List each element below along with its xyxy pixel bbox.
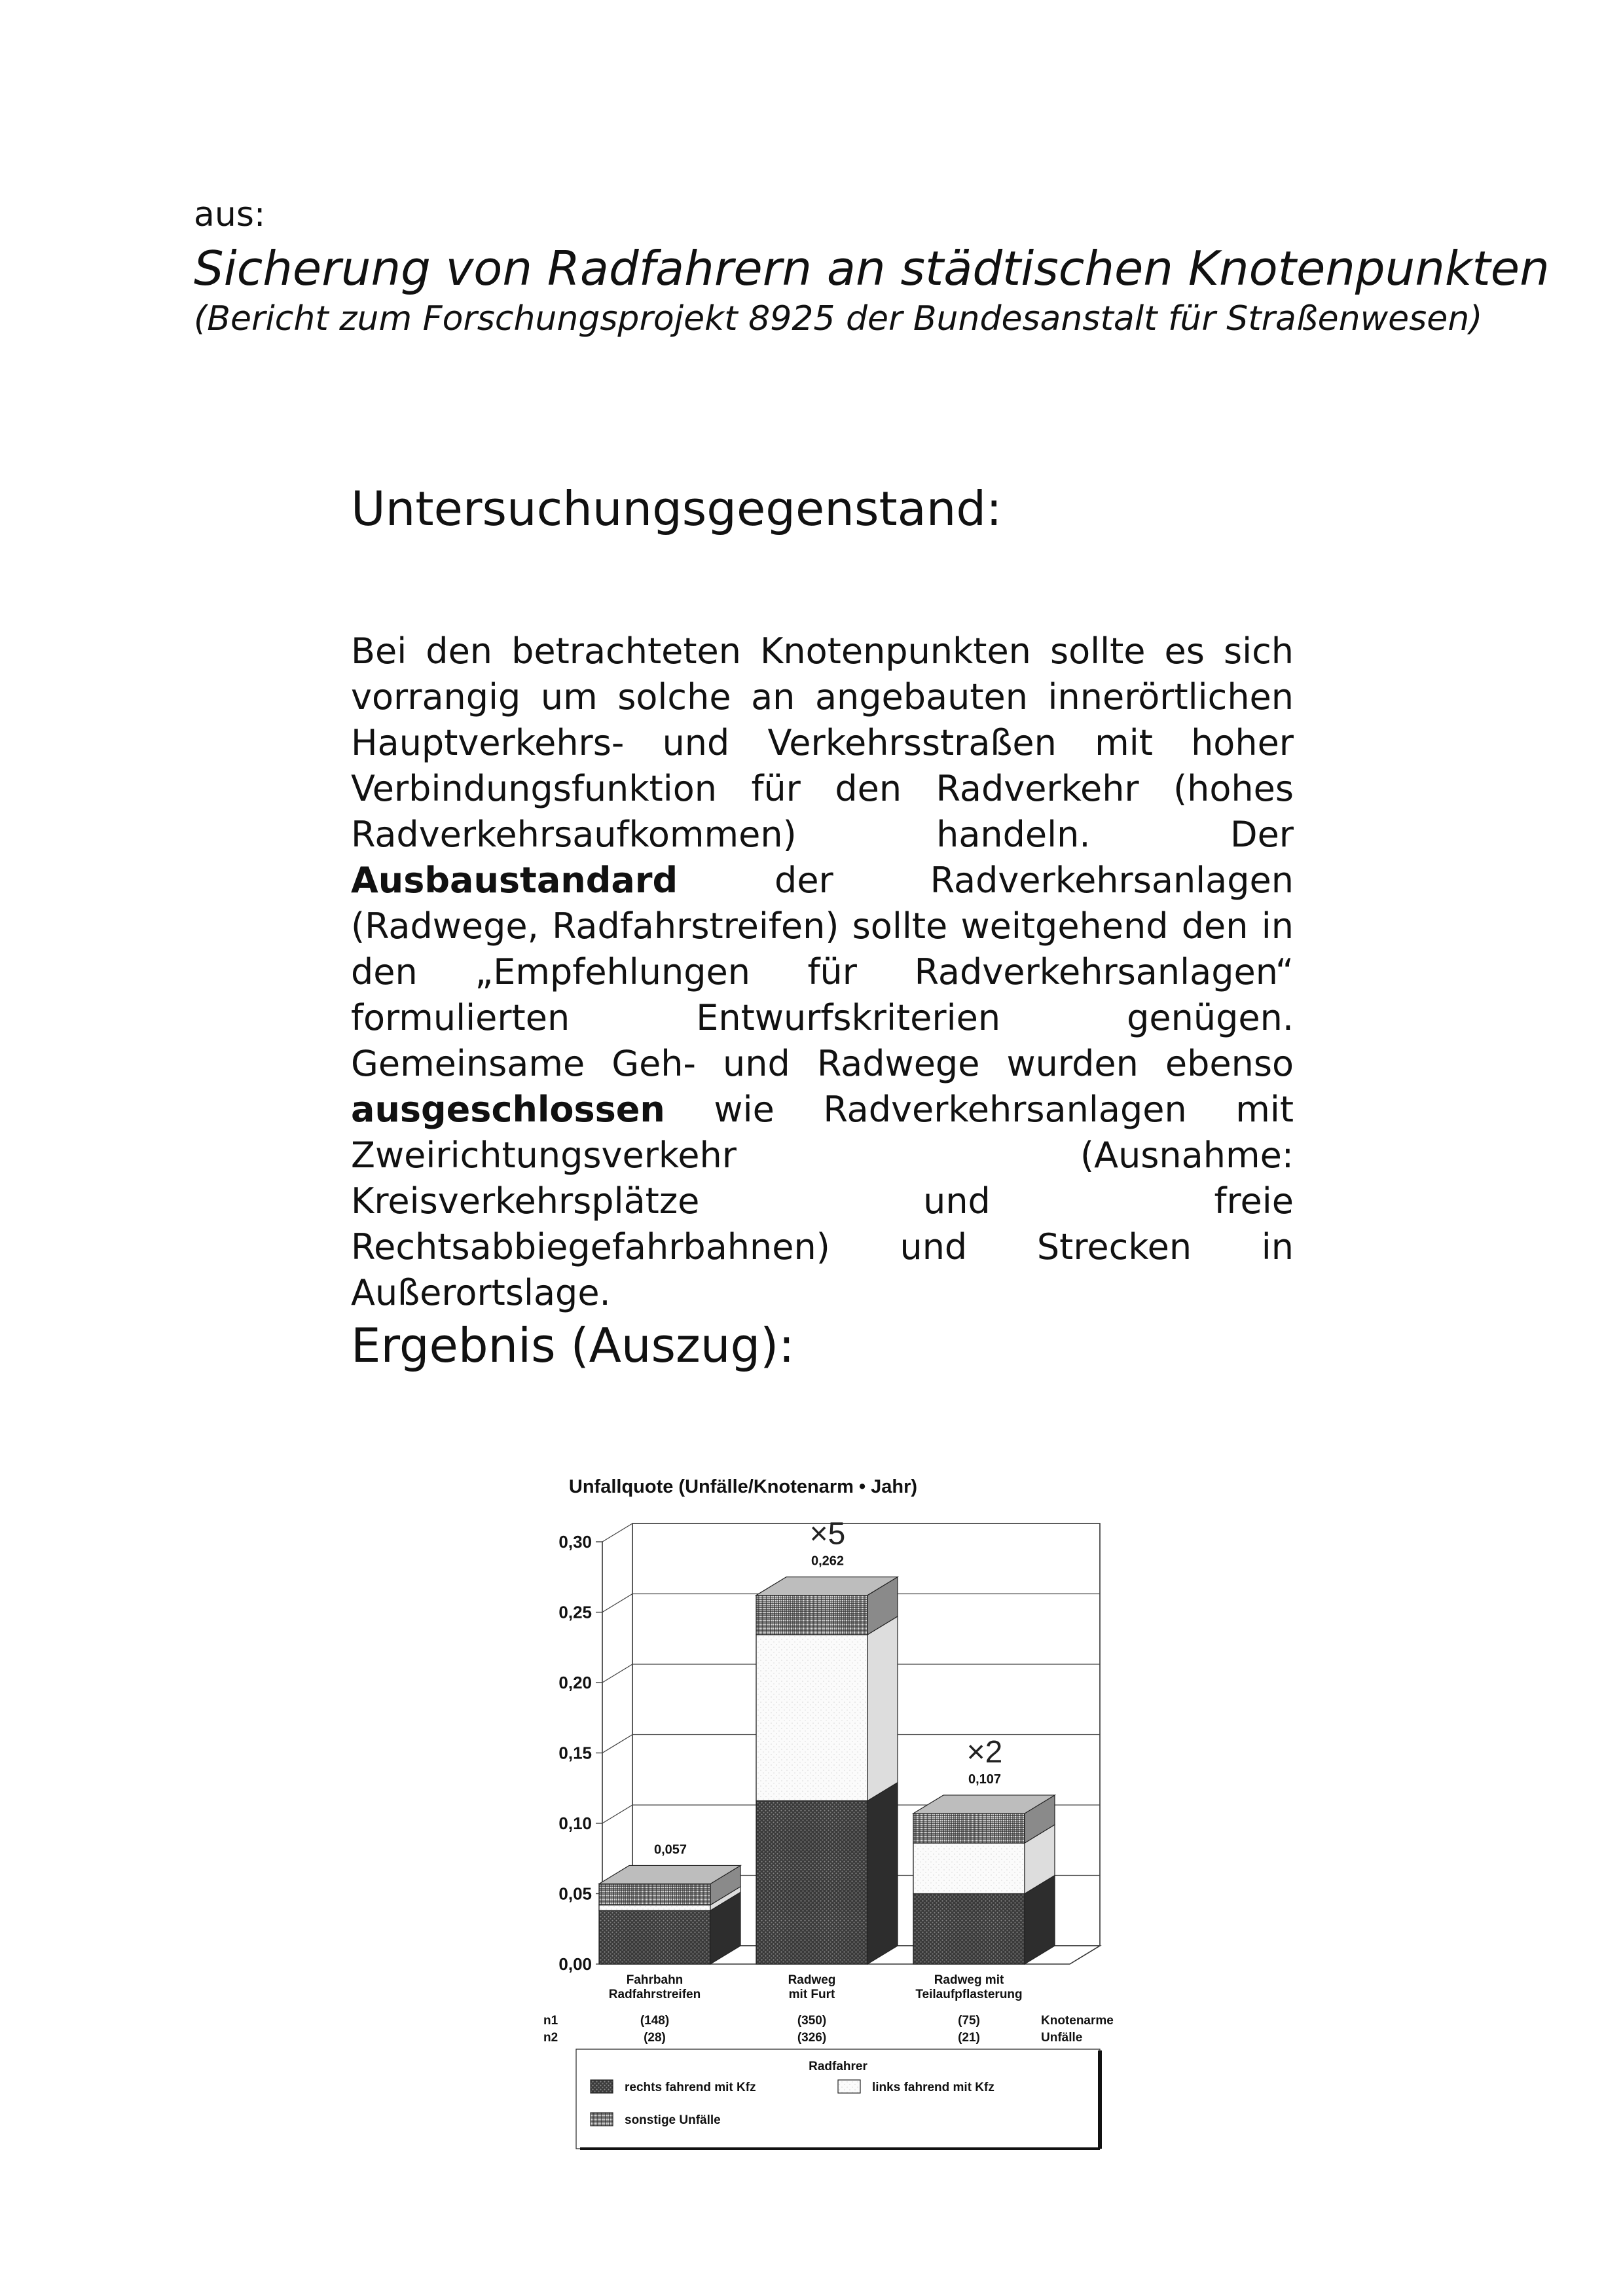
n-value: (75) xyxy=(958,2014,980,2028)
emphasis-ausbaustandard: Ausbaustandard xyxy=(351,860,678,901)
bar-segment xyxy=(599,1910,710,1964)
n-value: (28) xyxy=(644,2031,666,2045)
legend-entry-label: links fahrend mit Kfz xyxy=(872,2081,994,2094)
n-value: (148) xyxy=(640,2014,670,2028)
y-tick-label: 0,00 xyxy=(558,1954,592,1974)
bar-total-label: 0,262 xyxy=(811,1554,845,1569)
gridline-diagonal xyxy=(602,1523,632,1542)
category-label: Teilaufpflasterung xyxy=(915,1988,1023,2001)
n-row-description: Unfälle xyxy=(1041,2031,1083,2045)
y-tick-label: 0,25 xyxy=(558,1602,592,1622)
source-subtitle: (Bericht zum Forschungsprojekt 8925 der Bundesanstalt für Straßenwesen) xyxy=(194,299,1483,338)
bar-factor-annotation: ×2 xyxy=(966,1734,1003,1770)
paragraph-part-1: Bei den betrachteten Knotenpunkten sollte es sich vorrangig um solche an angebauten innerörtlichen Hauptverkehrs- und Verkehrsstraßen mit hoher Verbindungsfunktion für den Radverkehr (hohes Radverkehrsaufkommen) handeln. Der xyxy=(351,630,1294,855)
category-label: Fahrbahn xyxy=(626,1973,684,1987)
bar-segment xyxy=(756,1635,867,1801)
category-label: Radfahrstreifen xyxy=(608,1988,701,2001)
category-label: Radweg xyxy=(788,1973,836,1987)
legend-entry-label: rechts fahrend mit Kfz xyxy=(625,2081,756,2094)
n-value: (326) xyxy=(797,2031,827,2045)
section-heading-ergebnis: Ergebnis (Auszug): xyxy=(351,1318,795,1373)
source-title: Sicherung von Radfahrern an städtischen Knotenpunkten xyxy=(194,241,1550,296)
gridline-diagonal xyxy=(602,1805,632,1823)
bar-segment xyxy=(599,1905,710,1911)
bar-segment xyxy=(913,1894,1025,1965)
category-label: mit Furt xyxy=(788,1988,835,2001)
emphasis-ausgeschlossen: ausgeschlossen xyxy=(351,1089,665,1130)
section-heading-untersuchungsgegenstand: Untersuchungsgegenstand: xyxy=(351,481,1002,536)
gridline-diagonal xyxy=(602,1664,632,1683)
y-tick-label: 0,15 xyxy=(558,1743,592,1763)
legend-swatch xyxy=(591,2080,613,2093)
bar-segment xyxy=(756,1801,867,1964)
bar-segment xyxy=(599,1884,710,1904)
accident-rate-chart xyxy=(498,1460,1152,2154)
bar-factor-annotation: ×5 xyxy=(809,1516,846,1552)
n-row-label: n1 xyxy=(543,2014,558,2028)
bar-segment xyxy=(756,1595,867,1635)
legend-entry-label: sonstige Unfälle xyxy=(625,2113,721,2127)
paragraph-part-3: wie Radverkehrsanlagen mit Zweirichtungsverkehr (Ausnahme: Kreisverkehrsplätze und freie Rechtsabbiegefahrbahnen) und Strecken in Außerortslage. xyxy=(351,1089,1294,1313)
bar-side xyxy=(867,1783,898,1964)
gridline-diagonal xyxy=(602,1594,632,1613)
y-tick-label: 0,30 xyxy=(558,1532,592,1552)
legend-title: Radfahrer xyxy=(809,2060,867,2073)
n-row-label: n2 xyxy=(543,2031,558,2045)
legend-swatch xyxy=(591,2113,613,2126)
bar-segment xyxy=(913,1813,1025,1843)
bar-total-label: 0,057 xyxy=(653,1842,687,1857)
category-label: Radweg mit xyxy=(934,1973,1004,1987)
y-tick-label: 0,10 xyxy=(558,1813,592,1833)
legend-swatch xyxy=(838,2080,860,2093)
n-value: (350) xyxy=(797,2014,827,2028)
n-value: (21) xyxy=(958,2031,980,2045)
bar-side xyxy=(867,1616,898,1801)
source-label: aus: xyxy=(194,195,266,234)
gridline-diagonal xyxy=(602,1735,632,1753)
n-row-description: Knotenarme xyxy=(1041,2014,1114,2028)
bar-segment xyxy=(913,1843,1025,1893)
paragraph-part-2: der Radverkehrsanlagen (Radwege, Radfahrstreifen) sollte weitgehend den in den „Empfehlungen für Radverkehrsanlagen“ formulierten Entwurfskriterien genügen. Gemeinsame Geh- und Radwege wurden ebenso xyxy=(351,860,1294,1084)
y-tick-label: 0,20 xyxy=(558,1673,592,1692)
bar-total-label: 0,107 xyxy=(968,1772,1002,1787)
chart-title: Unfallquote (Unfälle/Knotenarm • Jahr) xyxy=(568,1476,918,1497)
body-paragraph xyxy=(351,629,1294,1316)
y-tick-label: 0,05 xyxy=(558,1884,592,1904)
